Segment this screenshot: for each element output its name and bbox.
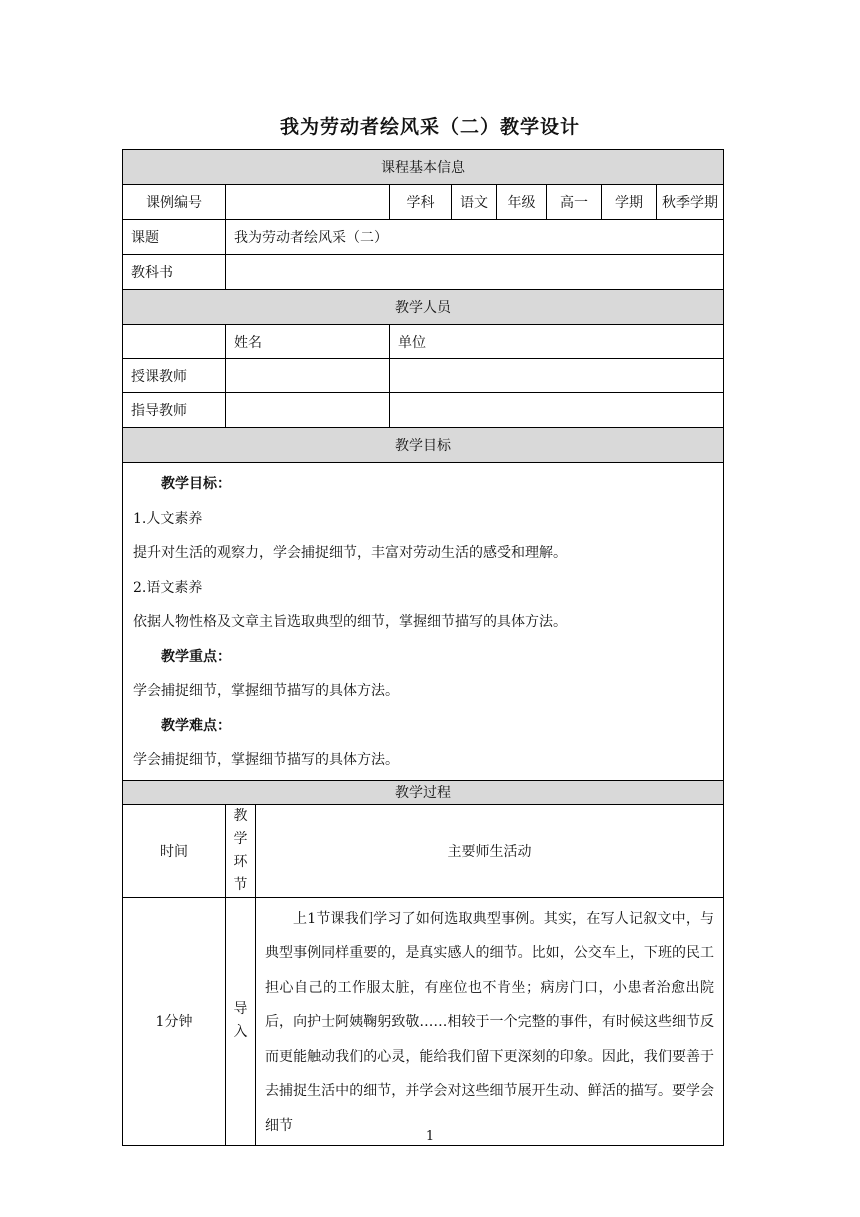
goal-line: 2.语文素养 — [133, 579, 203, 596]
process-row — [123, 897, 724, 1146]
grade-label: 年级 — [497, 185, 547, 220]
stage-header-char: 教 — [233, 807, 248, 824]
term-label: 学期 — [602, 185, 657, 220]
teacher-label: 授课教师 — [123, 359, 226, 393]
staff-name-column: 姓名 — [226, 325, 390, 359]
advisor-name-value — [226, 393, 390, 428]
section-header-goals: 教学目标 — [123, 428, 724, 463]
advisor-unit-value — [390, 393, 724, 428]
document-title: 我为劳动者绘风采（二）教学设计 — [279, 116, 580, 138]
grade-value: 高一 — [547, 185, 602, 220]
subject-label: 学科 — [390, 185, 452, 220]
section-header-staff: 教学人员 — [123, 290, 724, 325]
lesson-plan-table — [122, 149, 724, 1146]
topic-label: 课题 — [123, 220, 226, 255]
textbook-label: 教科书 — [123, 255, 226, 290]
stage-header-char: 环 — [233, 853, 248, 870]
course-id-value — [226, 185, 390, 220]
teacher-unit-value — [390, 359, 724, 393]
goal-line: 学会捕捉细节，掌握细节描写的具体方法。 — [133, 683, 399, 699]
goal-line: 1.人文素养 — [133, 510, 203, 527]
stage-char: 导 — [233, 1001, 248, 1018]
page-number: 1 — [425, 1129, 435, 1144]
time-column-header: 时间 — [123, 804, 226, 897]
goal-heading: 教学重点： — [161, 648, 231, 665]
stage-column-header — [226, 804, 256, 897]
basic-info-row — [123, 185, 724, 220]
stage-char: 入 — [233, 1024, 248, 1041]
course-id-label: 课例编号 — [123, 185, 226, 220]
section-header-process: 教学过程 — [123, 780, 724, 804]
term-value: 秋季学期 — [657, 185, 724, 220]
subject-value: 语文 — [452, 185, 497, 220]
staff-unit-column: 单位 — [390, 325, 724, 359]
stage-header-char: 学 — [233, 830, 248, 847]
process-content — [256, 897, 724, 1146]
activity-column-header: 主要师生活动 — [256, 804, 724, 897]
process-content-text: 上1节课我们学习了如何选取典型事例。其实，在写人记叙文中，与典型事例同样重要的，是真实感人的细节。比如，公交车上，下班的民工担心自己的工作服太脏，有座位也不肯坐；病房门口，小患者治愈出院后，向护士阿姨鞠躬致敬……相较于一个完整的事件，有时候这些细节反而更能触动我们的心灵，能给我们留下更深刻的印象。因此，我们要善于去捕捉生活中的细节，并学会对这些细节展开生动、鲜活的描写。要学会细节 — [265, 910, 715, 1134]
section-header-basic-info: 课程基本信息 — [123, 150, 724, 185]
process-time: 1分钟 — [123, 897, 226, 1146]
process-stage — [226, 897, 256, 1146]
textbook-value — [226, 255, 724, 290]
process-column-header-row — [123, 804, 724, 897]
stage-header-char: 节 — [233, 876, 248, 893]
goal-line: 学会捕捉细节，掌握细节描写的具体方法。 — [133, 752, 399, 768]
goal-heading: 教学目标： — [161, 476, 231, 492]
goal-heading: 教学难点： — [161, 717, 231, 734]
goal-line: 依据人物性格及文章主旨选取典型的细节，掌握细节描写的具体方法。 — [133, 614, 567, 630]
staff-corner-cell — [123, 325, 226, 359]
advisor-label: 指导教师 — [123, 393, 226, 428]
goals-content — [123, 463, 724, 781]
teacher-name-value — [226, 359, 390, 393]
topic-value: 我为劳动者绘风采（二） — [226, 220, 724, 255]
goal-line: 提升对生活的观察力，学会捕捉细节，丰富对劳动生活的感受和理解。 — [133, 545, 567, 561]
